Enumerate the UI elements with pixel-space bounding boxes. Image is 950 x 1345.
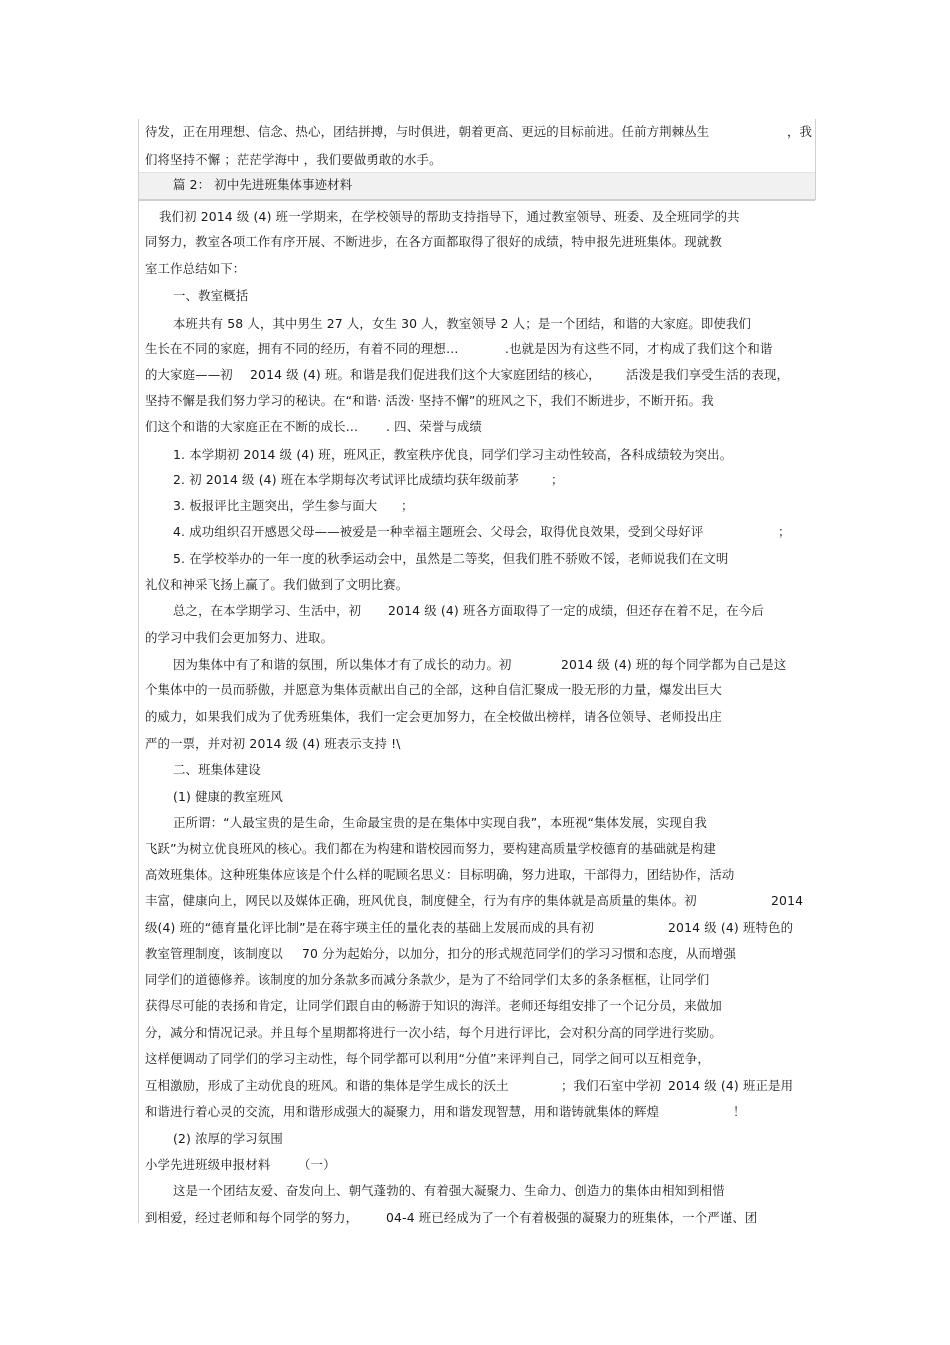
text-segment: 生长在不同的家庭，拥有不同的经历，有着不同的理想… — [145, 341, 459, 356]
text-line — [0, 256, 950, 282]
text-segment: 的大家庭——初 — [145, 367, 233, 382]
text-line — [0, 888, 950, 914]
text-line — [0, 941, 950, 967]
text-line — [0, 546, 950, 572]
text-line — [0, 362, 950, 388]
text-segment: 因为集体中有了和谐的氛围，所以集体才有了成长的动力。初 — [173, 657, 512, 672]
text-line — [0, 993, 950, 1019]
text-line — [0, 731, 950, 757]
text-segment: 们将坚持不懈 ；茫茫学海中 ，我们要做勇敢的水手。 — [145, 152, 442, 167]
text-segment: 正所谓：“人最宝贵的是生命，生命最宝贵的是在集体中实现自我”，本班视“集体发展，实现自我 — [173, 815, 707, 830]
text-segment: 个集体中的一员而骄傲，并愿意为集体贡献出自己的全部，这种自信汇聚成一股无形的力量，爆发出巨大 — [145, 682, 722, 697]
text-segment: 2014 级 (4) 班特色的 — [668, 920, 794, 935]
text-segment: 3. 板报评比主题突出，学生参与面大 — [173, 498, 378, 513]
text-segment: 2014 级 (4) 班正是用 — [668, 1078, 794, 1093]
text-line — [0, 652, 950, 678]
text-segment: 分，减分和情况记录。并且每个星期都将进行一次小结，每个月进行评比，会对积分高的同学进行奖励。 — [145, 1025, 722, 1040]
text-segment: 2014 级 (4) 班的每个同学都为自己是这 — [561, 657, 787, 672]
text-segment: ； — [778, 524, 791, 539]
text-line — [0, 442, 950, 468]
text-segment: 同学们的道德修养。该制度的加分条款多而减分条款少，是为了不给同学们太多的条条框框，让同学们 — [145, 972, 710, 987]
text-segment: 2014 — [771, 893, 804, 908]
text-line — [0, 915, 950, 941]
text-segment: 篇 2： 初中先进班集体事迹材料 — [173, 177, 353, 192]
text-segment: 获得尽可能的表扬和肯定，让同学们跟自由的畅游于知识的海洋。老师还每组安排了一个记分员，来做加 — [145, 998, 722, 1013]
text-line — [0, 311, 950, 337]
text-segment: 飞跃”为树立优良班风的核心。我们都在为构建和谐校园而努力，要构建高质量学校德育的基础就是构建 — [145, 841, 716, 856]
text-line — [0, 1205, 950, 1231]
text-line — [0, 598, 950, 624]
text-line — [0, 147, 950, 173]
text-segment: （一） — [298, 1157, 336, 1172]
text-segment: 二、班集体建设 — [173, 762, 261, 777]
text-segment: ； — [551, 472, 564, 487]
text-line — [0, 1178, 950, 1204]
text-segment: 和谐进行着心灵的交流，用和谐形成强大的凝聚力，用和谐发现智慧，用和谐铸就集体的辉煌 — [145, 1104, 660, 1119]
text-line — [0, 677, 950, 703]
text-segment: . 四、荣誉与成绩 — [386, 419, 482, 434]
text-segment: 70 分为起始分，以加分，扣分的形式规范同学们的学习习惯和态度，从而增强 — [302, 946, 736, 961]
text-line — [0, 467, 950, 493]
text-segment: 我们初 2014 级 (4) 班一学期来，在学校领导的帮助支持指导下，通过教室领导、班委、及全班同学的共 — [159, 209, 740, 224]
text-line — [0, 862, 950, 888]
text-line — [0, 1152, 950, 1178]
text-segment: 丰富，健康向上，网民以及媒体正确，班风优良，制度健全，行为有序的集体就是高质量的集体。初 — [145, 893, 697, 908]
text-segment: 同努力，教室各项工作有序开展、不断进步，在各方面都取得了很好的成绩，特申报先进班集体。现就教 — [145, 234, 722, 249]
text-line — [0, 204, 950, 230]
text-segment: (1) 健康的教室班风 — [173, 789, 283, 804]
text-line — [0, 1126, 950, 1152]
text-line — [0, 1020, 950, 1046]
text-line — [0, 119, 950, 145]
text-segment: 教室管理制度，该制度以 — [145, 946, 283, 961]
text-line — [0, 519, 950, 545]
text-segment: 2. 初 2014 级 (4) 班在本学期每次考试评比成绩均获年级前茅 — [173, 472, 520, 487]
text-segment: 2014 级 (4) 班各方面取得了一定的成绩，但还存在着不足，在今后 — [388, 603, 764, 618]
text-segment: ； — [401, 498, 414, 513]
text-segment: 的威力，如果我们成为了优秀班集体，我们一定会更加努力，在全校做出榜样，请各位领导、老师投出庄 — [145, 709, 722, 724]
text-segment: 室工作总结如下： — [145, 261, 246, 276]
text-line — [0, 836, 950, 862]
text-segment: 礼仪和神采飞扬上赢了。我们做到了文明比赛。 — [145, 577, 409, 592]
text-segment: 坚持不懈是我们努力学习的秘诀。在“和谐· 活泼· 坚持不懈”的班风之下，我们不断进步，不断开拓。我 — [145, 393, 714, 408]
text-segment: 的学习中我们会更加努力、进取。 — [145, 630, 334, 645]
text-line — [0, 967, 950, 993]
text-segment: 4. 成功组织召开感恩父母——被爱是一种幸福主题班会、父母会，取得优良效果，受到父母好评 — [173, 524, 704, 539]
text-line — [0, 704, 950, 730]
text-line — [0, 229, 950, 255]
text-line — [0, 336, 950, 362]
text-segment: 本班共有 58 人，其中男生 27 人，女生 30 人，教室领导 2 人；是一个团结，和谐的大家庭。即使我们 — [173, 316, 752, 331]
text-segment: 到相爱，经过老师和每个同学的努力， — [145, 1210, 359, 1225]
text-line — [0, 414, 950, 440]
text-line — [0, 810, 950, 836]
text-segment: 2014 级 (4) 班。和谐是我们促进我们这个大家庭团结的核心， — [250, 367, 601, 382]
text-segment: 小学先进班级申报材料 — [145, 1157, 271, 1172]
text-line — [0, 757, 950, 783]
text-line — [0, 1073, 950, 1099]
text-line — [0, 388, 950, 414]
text-line — [0, 493, 950, 519]
text-line — [0, 1099, 950, 1125]
text-line — [0, 572, 950, 598]
text-line — [0, 1046, 950, 1072]
text-segment: ；我们石室中学初 — [561, 1078, 662, 1093]
text-line — [0, 784, 950, 810]
text-segment: .也就是因为有这些不同，才构成了我们这个和谐 — [505, 341, 773, 356]
text-segment: 互相激励，形成了主动优良的班风。和谐的集体是学生成长的沃土 — [145, 1078, 509, 1093]
text-segment: 04-4 班已经成为了一个有着极强的凝聚力的班集体，一个严谨、团 — [386, 1210, 758, 1225]
text-segment: 们这个和谐的大家庭正在不断的成长… — [145, 419, 359, 434]
text-segment: 1. 本学期初 2014 级 (4) 班，班风正，教室秩序优良，同学们学习主动性较高，各科成绩较为突出。 — [173, 447, 733, 462]
text-segment: 5. 在学校举办的一年一度的秋季运动会中，虽然是二等奖，但我们胜不骄败不馁，老师说我们在文明 — [173, 551, 729, 566]
text-segment: (2) 浓厚的学习氛围 — [173, 1131, 283, 1146]
text-segment: 待发，正在用理想、信念、热心，团结拼搏，与时俱进，朝着更高、更远的目标前进。任前方荆棘丛生 — [145, 124, 710, 139]
text-segment: 总之，在本学期学习、生活中，初 — [173, 603, 362, 618]
text-line — [0, 172, 950, 198]
text-line — [0, 283, 950, 309]
text-segment: 一、教室概括 — [173, 288, 249, 303]
text-segment: 严的一票，并对初 2014 级 (4) 班表示支持 !\ — [145, 736, 401, 751]
text-segment: 级(4) 班的“德育量化评比制”是在蒋宇瑛主任的量化表的基础上发展而成的具有初 — [145, 920, 595, 935]
text-segment: 活泼是我们享受生活的表现， — [626, 367, 790, 382]
text-segment: 高效班集体。这种班集体应该是个什么样的呢顾名思义：目标明确，努力进取，干部得力，团结协作，活动 — [145, 867, 735, 882]
text-line — [0, 625, 950, 651]
text-segment: 这样便调动了同学们的学习主动性，每个同学都可以利用“分值”来评判自己，同学之间可以互相竞争， — [145, 1051, 710, 1066]
text-segment: ，我 — [787, 124, 813, 139]
text-segment: ！ — [733, 1104, 746, 1119]
text-segment: 这是一个团结友爱、奋发向上、朝气蓬勃的、有着强大凝聚力、生命力、创造力的集体由相知到相惜 — [173, 1183, 725, 1198]
